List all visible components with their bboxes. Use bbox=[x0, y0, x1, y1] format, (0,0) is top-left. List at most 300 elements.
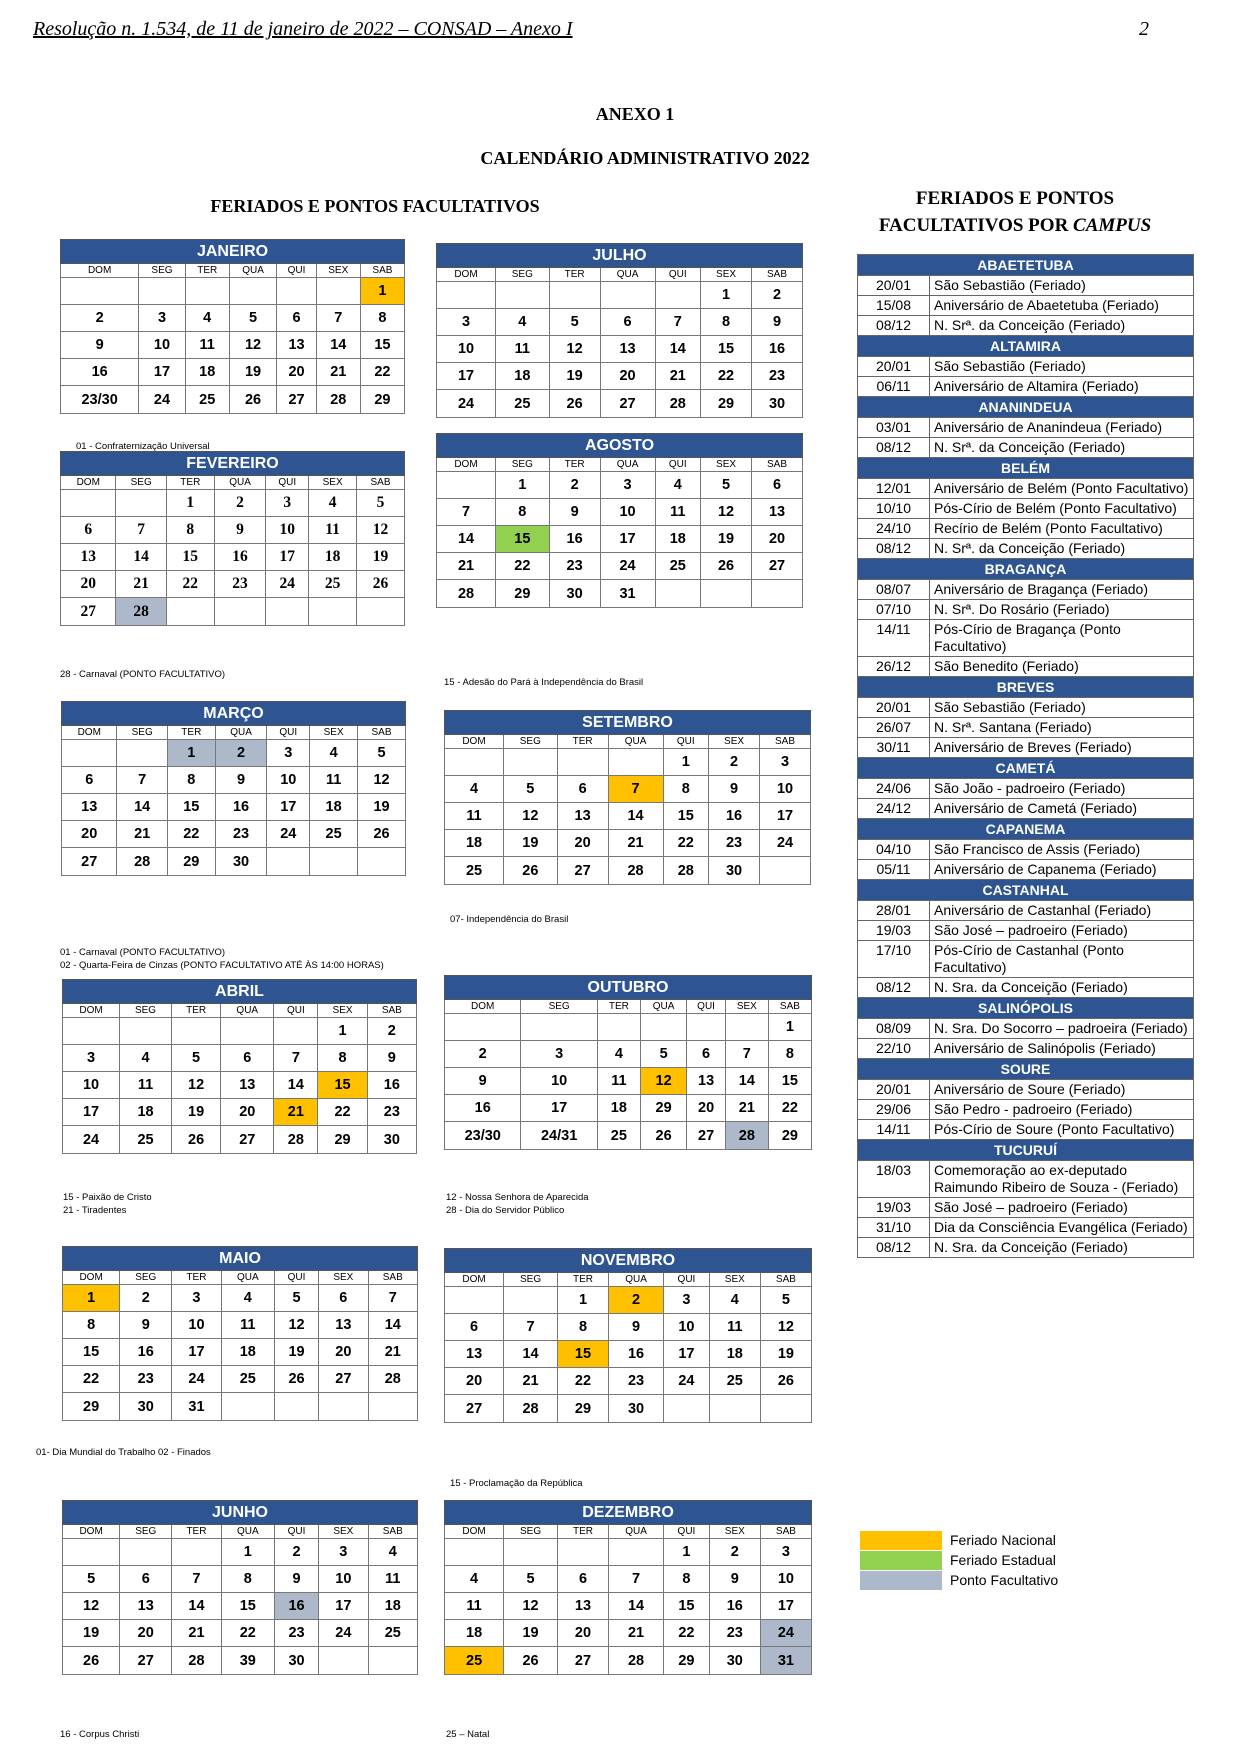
legend-item bbox=[860, 1530, 1058, 1550]
week-row bbox=[63, 1285, 418, 1312]
weekday-header: SEX bbox=[319, 1271, 368, 1285]
day-cell bbox=[445, 749, 504, 776]
day-cell: 31 bbox=[172, 1393, 221, 1421]
day-cell bbox=[120, 1539, 172, 1566]
day-cell bbox=[274, 1018, 318, 1045]
month-october bbox=[444, 975, 812, 1150]
day-cell: 30 bbox=[367, 1126, 416, 1154]
campus-holiday-row bbox=[858, 1198, 1194, 1218]
day-cell: 19 bbox=[63, 1620, 120, 1647]
holiday-description: São João - padroeiro (Feriado) bbox=[930, 779, 1194, 799]
day-cell: 5 bbox=[701, 472, 752, 499]
day-cell: 3 bbox=[319, 1539, 368, 1566]
month-june bbox=[62, 1500, 418, 1675]
holiday-description: N. Sra. Do Socorro – padroeira (Feriado) bbox=[930, 1019, 1194, 1039]
day-cell: 23 bbox=[609, 1368, 664, 1395]
day-cell bbox=[229, 278, 277, 305]
month-march bbox=[61, 701, 406, 876]
day-cell: 28 bbox=[663, 857, 709, 885]
day-cell: 26 bbox=[357, 571, 405, 598]
holiday-description: São Sebastião (Feriado) bbox=[930, 698, 1194, 718]
day-cell: 19 bbox=[229, 359, 277, 386]
day-cell: 25 bbox=[496, 390, 550, 418]
day-cell: 21 bbox=[608, 830, 663, 857]
holiday-date: 08/12 bbox=[858, 316, 930, 336]
day-cell: 2 bbox=[274, 1539, 318, 1566]
day-cell: 8 bbox=[318, 1045, 367, 1072]
day-cell: 13 bbox=[687, 1068, 725, 1095]
day-cell bbox=[357, 598, 405, 626]
week-row bbox=[445, 1287, 812, 1314]
day-cell: 17 bbox=[664, 1341, 710, 1368]
day-cell: 25 bbox=[445, 857, 504, 885]
day-cell: 26 bbox=[504, 857, 558, 885]
day-cell: 20 bbox=[445, 1368, 504, 1395]
day-cell: 12 bbox=[229, 332, 277, 359]
day-cell: 2 bbox=[61, 305, 139, 332]
day-cell: 4 bbox=[709, 1287, 760, 1314]
day-cell: 8 bbox=[701, 309, 752, 336]
day-cell: 15 bbox=[496, 526, 550, 553]
holiday-date: 08/09 bbox=[858, 1019, 930, 1039]
day-cell: 23 bbox=[215, 821, 267, 848]
day-cell bbox=[687, 1014, 725, 1041]
day-cell: 15 bbox=[318, 1072, 367, 1099]
campus-holiday-row bbox=[858, 1080, 1194, 1100]
holiday-description: Aniversário de Altamira (Feriado) bbox=[930, 377, 1194, 397]
week-row bbox=[61, 332, 405, 359]
holiday-date: 28/01 bbox=[858, 901, 930, 921]
day-cell bbox=[701, 580, 752, 608]
day-cell: 18 bbox=[185, 359, 229, 386]
day-cell: 21 bbox=[116, 571, 166, 598]
day-cell: 19 bbox=[760, 1341, 811, 1368]
day-cell: 19 bbox=[274, 1339, 318, 1366]
week-row bbox=[62, 794, 406, 821]
day-cell: 20 bbox=[687, 1095, 725, 1122]
weekday-header: TER bbox=[557, 1525, 608, 1539]
week-row bbox=[61, 517, 405, 544]
day-cell: 5 bbox=[549, 309, 600, 336]
day-cell: 27 bbox=[687, 1122, 725, 1150]
day-cell: 2 bbox=[709, 749, 760, 776]
holiday-date: 30/11 bbox=[858, 738, 930, 758]
campus-holiday-row bbox=[858, 519, 1194, 539]
day-cell: 15 bbox=[63, 1339, 120, 1366]
weekday-header: SAB bbox=[368, 1525, 417, 1539]
day-cell: 23/30 bbox=[61, 386, 139, 414]
day-cell: 14 bbox=[609, 1593, 664, 1620]
weekday-header: DOM bbox=[445, 1525, 504, 1539]
weekday-header: QUA bbox=[600, 268, 655, 282]
day-cell: 2 bbox=[214, 490, 266, 517]
note-february: 28 - Carnaval (PONTO FACULTATIVO) bbox=[60, 669, 226, 680]
weekday-header: TER bbox=[549, 268, 600, 282]
holiday-date: 10/10 bbox=[858, 499, 930, 519]
weekday-header: SAB bbox=[760, 735, 811, 749]
day-cell: 12 bbox=[504, 803, 558, 830]
weekday-header: QUA bbox=[229, 264, 277, 278]
day-cell: 27 bbox=[752, 553, 803, 580]
weekday-header: SAB bbox=[760, 1273, 811, 1287]
week-row bbox=[61, 544, 405, 571]
weekday-header: DOM bbox=[63, 1271, 120, 1285]
holiday-date: 06/11 bbox=[858, 377, 930, 397]
day-cell: 10 bbox=[139, 332, 185, 359]
campus-name: ALTAMIRA bbox=[858, 336, 1194, 357]
day-cell bbox=[445, 1539, 504, 1566]
day-cell: 20 bbox=[62, 821, 117, 848]
weekday-header: QUA bbox=[214, 476, 266, 490]
holiday-date: 20/01 bbox=[858, 357, 930, 377]
day-cell: 12 bbox=[171, 1072, 220, 1099]
day-cell: 25 bbox=[655, 553, 701, 580]
day-cell: 11 bbox=[120, 1072, 172, 1099]
weekday-header: DOM bbox=[61, 264, 139, 278]
weekday-header: SEX bbox=[701, 458, 752, 472]
day-cell bbox=[608, 749, 663, 776]
week-row bbox=[445, 803, 811, 830]
day-cell bbox=[445, 1287, 504, 1314]
holiday-description: N. Sra. da Conceição (Feriado) bbox=[930, 978, 1194, 998]
day-cell: 16 bbox=[549, 526, 600, 553]
campus-holiday-row bbox=[858, 921, 1194, 941]
day-cell: 14 bbox=[725, 1068, 768, 1095]
week-row bbox=[437, 282, 803, 309]
day-cell: 20 bbox=[61, 571, 116, 598]
day-cell: 1 bbox=[768, 1014, 811, 1041]
day-cell: 17 bbox=[600, 526, 655, 553]
campus-holiday-row bbox=[858, 901, 1194, 921]
day-cell: 21 bbox=[368, 1339, 417, 1366]
day-cell bbox=[221, 1393, 274, 1421]
day-cell: 29 bbox=[167, 848, 215, 876]
day-cell: 27 bbox=[445, 1395, 504, 1423]
day-cell: 6 bbox=[221, 1045, 274, 1072]
day-cell bbox=[316, 278, 360, 305]
day-cell bbox=[437, 472, 496, 499]
week-row bbox=[445, 1368, 812, 1395]
campus-name: SOURE bbox=[858, 1059, 1194, 1080]
day-cell bbox=[655, 282, 701, 309]
day-cell: 12 bbox=[549, 336, 600, 363]
holiday-description: Aniversário de Breves (Feriado) bbox=[930, 738, 1194, 758]
day-cell bbox=[504, 1539, 558, 1566]
holiday-date: 29/06 bbox=[858, 1100, 930, 1120]
month-name: NOVEMBRO bbox=[445, 1249, 812, 1273]
day-cell: 25 bbox=[368, 1620, 417, 1647]
weekday-header: QUI bbox=[664, 1273, 710, 1287]
day-cell: 3 bbox=[437, 309, 496, 336]
note-january: 01 - Confraternização Universal bbox=[76, 441, 210, 452]
weekday-header: QUA bbox=[215, 726, 267, 740]
day-cell: 3 bbox=[760, 749, 811, 776]
week-row bbox=[61, 490, 405, 517]
page-number: 2 bbox=[1139, 18, 1149, 40]
day-cell: 27 bbox=[557, 1647, 608, 1675]
day-cell: 23/30 bbox=[445, 1122, 521, 1150]
day-cell: 15 bbox=[664, 1593, 710, 1620]
holiday-description: São José – padroeiro (Feriado) bbox=[930, 1198, 1194, 1218]
day-cell: 6 bbox=[120, 1566, 172, 1593]
day-cell bbox=[171, 1018, 220, 1045]
holiday-description: Aniversário de Ananindeua (Feriado) bbox=[930, 418, 1194, 438]
day-cell: 3 bbox=[267, 740, 310, 767]
day-cell: 10 bbox=[267, 767, 310, 794]
holiday-date: 19/03 bbox=[858, 921, 930, 941]
holiday-date: 31/10 bbox=[858, 1218, 930, 1238]
day-cell: 18 bbox=[445, 1620, 504, 1647]
day-cell: 18 bbox=[309, 544, 357, 571]
month-name: SETEMBRO bbox=[445, 711, 811, 735]
holiday-description: Aniversário de Castanhal (Feriado) bbox=[930, 901, 1194, 921]
month-september bbox=[444, 710, 811, 885]
day-cell: 12 bbox=[358, 767, 406, 794]
day-cell bbox=[760, 1395, 811, 1423]
day-cell: 1 bbox=[360, 278, 404, 305]
week-row bbox=[445, 1314, 812, 1341]
day-cell: 24 bbox=[760, 830, 811, 857]
month-name: OUTUBRO bbox=[445, 976, 812, 1000]
day-cell: 11 bbox=[655, 499, 701, 526]
day-cell bbox=[319, 1393, 368, 1421]
day-cell: 1 bbox=[701, 282, 752, 309]
week-row bbox=[437, 309, 803, 336]
day-cell bbox=[267, 848, 310, 876]
week-row bbox=[63, 1072, 417, 1099]
day-cell: 24 bbox=[319, 1620, 368, 1647]
holiday-description: São Sebastião (Feriado) bbox=[930, 276, 1194, 296]
day-cell: 1 bbox=[221, 1539, 274, 1566]
week-row bbox=[445, 1095, 812, 1122]
holiday-description: São Sebastião (Feriado) bbox=[930, 357, 1194, 377]
day-cell: 9 bbox=[549, 499, 600, 526]
day-cell: 1 bbox=[166, 490, 214, 517]
day-cell: 11 bbox=[221, 1312, 274, 1339]
day-cell bbox=[725, 1014, 768, 1041]
day-cell: 29 bbox=[63, 1393, 120, 1421]
day-cell: 5 bbox=[640, 1041, 686, 1068]
day-cell bbox=[504, 1287, 558, 1314]
campus-name: SALINÓPOLIS bbox=[858, 998, 1194, 1019]
campus-holiday-row bbox=[858, 1218, 1194, 1238]
day-cell: 8 bbox=[166, 517, 214, 544]
day-cell: 17 bbox=[521, 1095, 597, 1122]
week-row bbox=[63, 1566, 418, 1593]
day-cell: 18 bbox=[597, 1095, 640, 1122]
day-cell: 18 bbox=[655, 526, 701, 553]
day-cell: 21 bbox=[172, 1620, 221, 1647]
holiday-date: 19/03 bbox=[858, 1198, 930, 1218]
holiday-description: Aniversário de Soure (Feriado) bbox=[930, 1080, 1194, 1100]
campus-holiday-row bbox=[858, 799, 1194, 819]
day-cell: 27 bbox=[277, 386, 316, 414]
week-row bbox=[62, 767, 406, 794]
day-cell: 6 bbox=[557, 776, 608, 803]
day-cell: 29 bbox=[701, 390, 752, 418]
week-row bbox=[63, 1099, 417, 1126]
weekday-header: SEX bbox=[709, 735, 760, 749]
day-cell: 28 bbox=[609, 1647, 664, 1675]
day-cell: 4 bbox=[221, 1285, 274, 1312]
week-row bbox=[63, 1366, 418, 1393]
weekday-header: SAB bbox=[368, 1271, 417, 1285]
day-cell: 10 bbox=[266, 517, 309, 544]
day-cell: 25 bbox=[597, 1122, 640, 1150]
day-cell: 22 bbox=[166, 571, 214, 598]
campus-holiday-row bbox=[858, 276, 1194, 296]
day-cell bbox=[221, 1018, 274, 1045]
note-october-2: 28 - Dia do Servidor Público bbox=[446, 1205, 565, 1216]
day-cell: 6 bbox=[61, 517, 116, 544]
weekday-header: QUA bbox=[608, 735, 663, 749]
day-cell: 27 bbox=[557, 857, 608, 885]
week-row bbox=[62, 740, 406, 767]
day-cell: 15 bbox=[557, 1341, 608, 1368]
weekday-header: DOM bbox=[61, 476, 116, 490]
week-row bbox=[445, 1395, 812, 1423]
holiday-description: Pós-Círio de Castanhal (Ponto Facultativo) bbox=[930, 941, 1194, 978]
week-row bbox=[62, 848, 406, 876]
day-cell: 15 bbox=[768, 1068, 811, 1095]
week-row bbox=[445, 1341, 812, 1368]
day-cell: 11 bbox=[445, 1593, 504, 1620]
day-cell bbox=[62, 740, 117, 767]
day-cell: 16 bbox=[274, 1593, 318, 1620]
week-row bbox=[61, 359, 405, 386]
week-row bbox=[63, 1312, 418, 1339]
day-cell: 6 bbox=[752, 472, 803, 499]
week-row bbox=[437, 390, 803, 418]
day-cell: 5 bbox=[358, 740, 406, 767]
day-cell: 7 bbox=[117, 767, 167, 794]
day-cell: 8 bbox=[167, 767, 215, 794]
day-cell: 27 bbox=[120, 1647, 172, 1675]
holiday-date: 14/11 bbox=[858, 1120, 930, 1140]
day-cell bbox=[274, 1393, 318, 1421]
week-row bbox=[63, 1393, 418, 1421]
day-cell: 16 bbox=[752, 336, 803, 363]
day-cell: 27 bbox=[62, 848, 117, 876]
day-cell bbox=[760, 857, 811, 885]
day-cell bbox=[609, 1539, 664, 1566]
day-cell: 26 bbox=[640, 1122, 686, 1150]
day-cell bbox=[549, 282, 600, 309]
day-cell: 17 bbox=[760, 1593, 811, 1620]
day-cell: 4 bbox=[445, 776, 504, 803]
day-cell: 30 bbox=[215, 848, 267, 876]
week-row bbox=[445, 1593, 812, 1620]
week-row bbox=[61, 305, 405, 332]
weekday-header: SEG bbox=[116, 476, 166, 490]
day-cell: 26 bbox=[701, 553, 752, 580]
holiday-description: Aniversário de Belém (Ponto Facultativo) bbox=[930, 479, 1194, 499]
holiday-description: São Pedro - padroeiro (Feriado) bbox=[930, 1100, 1194, 1120]
day-cell: 17 bbox=[267, 794, 310, 821]
day-cell: 30 bbox=[709, 1647, 760, 1675]
day-cell: 18 bbox=[221, 1339, 274, 1366]
day-cell: 22 bbox=[63, 1366, 120, 1393]
day-cell: 7 bbox=[655, 309, 701, 336]
day-cell: 28 bbox=[117, 848, 167, 876]
day-cell: 4 bbox=[496, 309, 550, 336]
day-cell: 14 bbox=[116, 544, 166, 571]
day-cell: 12 bbox=[357, 517, 405, 544]
weekday-header: QUA bbox=[600, 458, 655, 472]
weekday-header: QUI bbox=[267, 726, 310, 740]
day-cell: 29 bbox=[557, 1395, 608, 1423]
document-header: Resolução n. 1.534, de 11 de janeiro de 2022 – CONSAD – Anexo I bbox=[33, 18, 573, 40]
campus-holiday-row bbox=[858, 499, 1194, 519]
day-cell: 22 bbox=[663, 830, 709, 857]
weekday-header: QUI bbox=[655, 458, 701, 472]
day-cell: 23 bbox=[274, 1620, 318, 1647]
weekday-header: SEG bbox=[117, 726, 167, 740]
weekday-header: QUI bbox=[274, 1271, 318, 1285]
day-cell: 17 bbox=[63, 1099, 120, 1126]
weekday-header: QUI bbox=[687, 1000, 725, 1014]
holiday-date: 03/01 bbox=[858, 418, 930, 438]
day-cell bbox=[655, 580, 701, 608]
day-cell bbox=[116, 490, 166, 517]
day-cell: 4 bbox=[445, 1566, 504, 1593]
day-cell bbox=[557, 1539, 608, 1566]
day-cell: 20 bbox=[120, 1620, 172, 1647]
day-cell: 16 bbox=[214, 544, 266, 571]
day-cell: 7 bbox=[608, 776, 663, 803]
weekday-header: TER bbox=[549, 458, 600, 472]
day-cell: 12 bbox=[504, 1593, 558, 1620]
weekday-header: QUA bbox=[609, 1273, 664, 1287]
note-december: 25 – Natal bbox=[446, 1729, 490, 1740]
day-cell: 6 bbox=[62, 767, 117, 794]
day-cell: 8 bbox=[221, 1566, 274, 1593]
day-cell: 3 bbox=[63, 1045, 120, 1072]
week-row bbox=[437, 472, 803, 499]
campus-holiday-row bbox=[858, 698, 1194, 718]
week-row bbox=[61, 386, 405, 414]
week-row bbox=[445, 1566, 812, 1593]
day-cell: 4 bbox=[310, 740, 358, 767]
day-cell: 10 bbox=[172, 1312, 221, 1339]
month-name: MAIO bbox=[63, 1247, 418, 1271]
day-cell: 13 bbox=[61, 544, 116, 571]
day-cell bbox=[521, 1014, 597, 1041]
day-cell: 15 bbox=[360, 332, 404, 359]
weekday-header: SEG bbox=[120, 1004, 172, 1018]
weekday-header: SEG bbox=[120, 1525, 172, 1539]
day-cell: 9 bbox=[709, 1566, 760, 1593]
week-row bbox=[61, 598, 405, 626]
day-cell: 5 bbox=[171, 1045, 220, 1072]
holiday-date: 14/11 bbox=[858, 620, 930, 657]
day-cell: 9 bbox=[215, 767, 267, 794]
campus-name: BELÉM bbox=[858, 458, 1194, 479]
month-name: ABRIL bbox=[63, 980, 417, 1004]
holiday-date: 24/12 bbox=[858, 799, 930, 819]
month-name: FEVEREIRO bbox=[61, 452, 405, 476]
day-cell: 3 bbox=[664, 1287, 710, 1314]
day-cell: 25 bbox=[445, 1647, 504, 1675]
note-may: 01- Dia Mundial do Trabalho 02 - Finados bbox=[36, 1447, 211, 1458]
day-cell: 8 bbox=[664, 1566, 710, 1593]
month-name: DEZEMBRO bbox=[445, 1501, 812, 1525]
holiday-date: 22/10 bbox=[858, 1039, 930, 1059]
day-cell: 29 bbox=[768, 1122, 811, 1150]
month-november bbox=[444, 1248, 812, 1423]
day-cell: 15 bbox=[167, 794, 215, 821]
day-cell: 29 bbox=[496, 580, 550, 608]
